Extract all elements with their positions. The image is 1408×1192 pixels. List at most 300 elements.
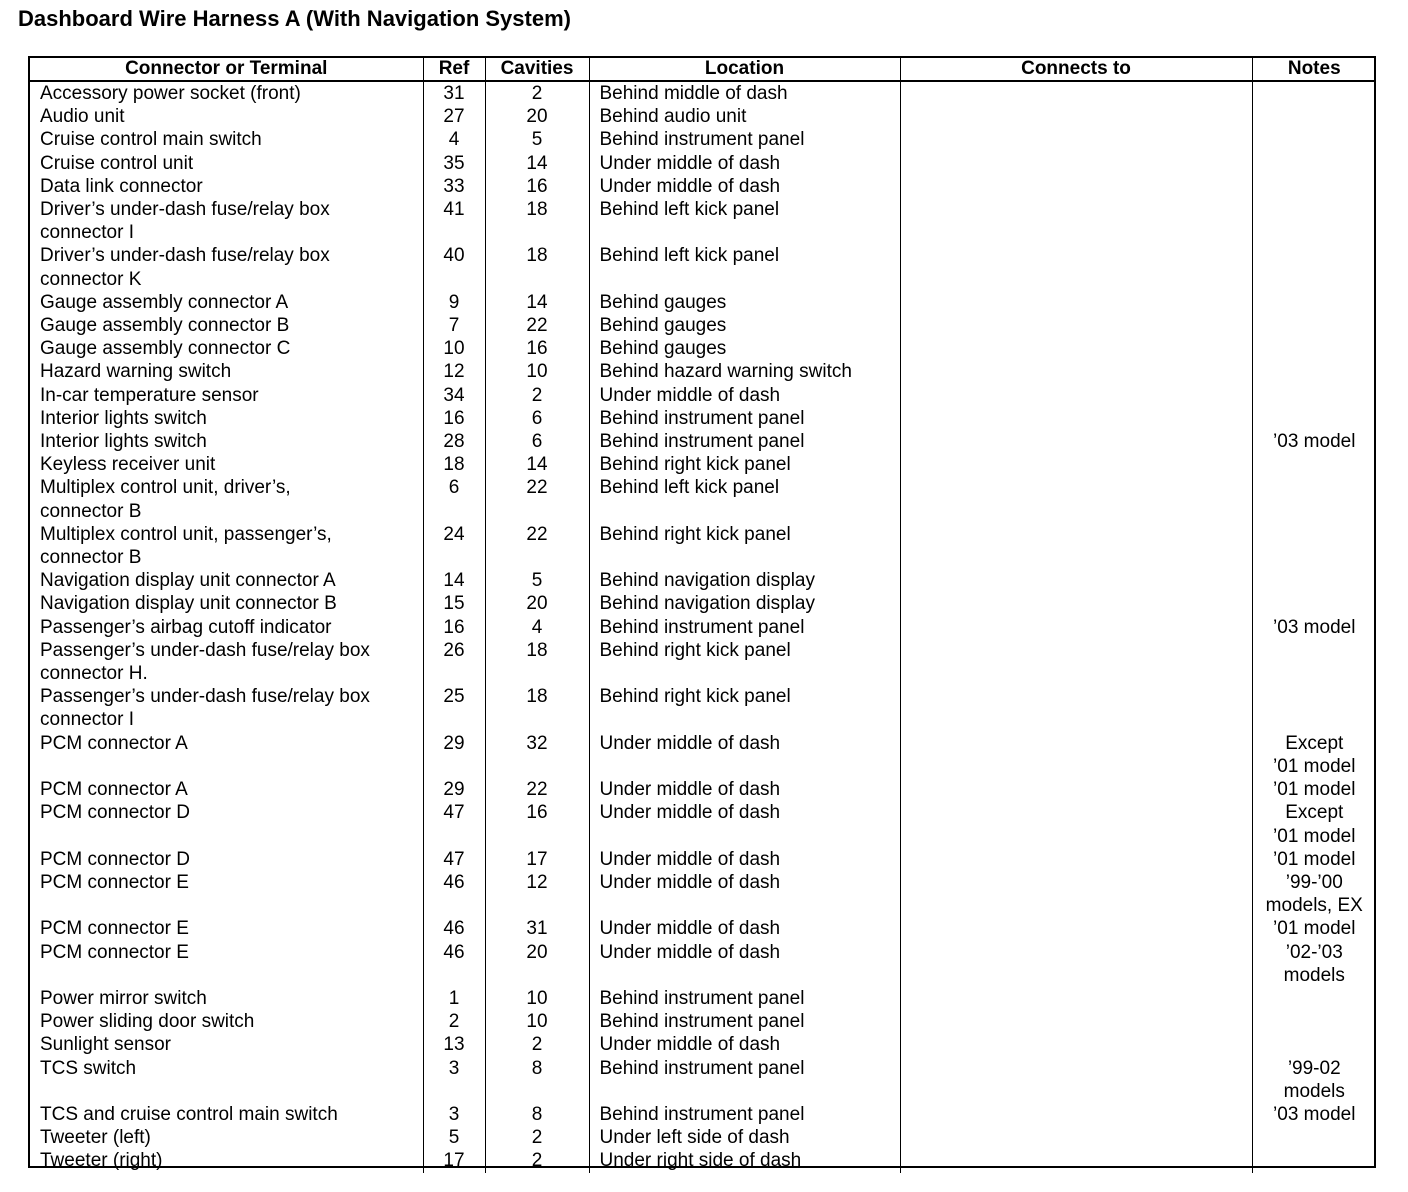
- notes-cell: [1252, 941, 1376, 987]
- connector-name-line: Multiplex control unit, passenger’s,: [40, 523, 332, 545]
- cavities-cell: 18: [485, 639, 589, 685]
- connects-to-cell: [900, 244, 1252, 290]
- location-cell: Behind left kick panel: [589, 476, 900, 522]
- connector-name-line: Passenger’s under-dash fuse/relay box: [40, 639, 370, 661]
- connector-name-cell: [30, 616, 423, 639]
- ref-cell: 27: [423, 105, 485, 128]
- connects-to-cell: [900, 848, 1252, 871]
- connector-name-line: Gauge assembly connector A: [40, 291, 289, 313]
- note-line: ’01 model: [1273, 848, 1356, 870]
- ref-cell: 3: [423, 1057, 485, 1103]
- connects-to-cell: [900, 314, 1252, 337]
- cavities-cell: 2: [485, 81, 589, 105]
- cavities-cell: 14: [485, 152, 589, 175]
- connects-to-cell: [900, 407, 1252, 430]
- ref-cell: 12: [423, 360, 485, 383]
- table-row: [30, 569, 1376, 592]
- connector-name-cell: [30, 848, 423, 871]
- location-cell: Under middle of dash: [589, 941, 900, 987]
- connector-name-line: Multiplex control unit, driver’s,: [40, 477, 291, 499]
- table-row: [30, 801, 1376, 847]
- connector-name-line: Hazard warning switch: [40, 361, 232, 383]
- cavities-cell: 16: [485, 801, 589, 847]
- location-cell: Under middle of dash: [589, 801, 900, 847]
- note-line: ’99-’00: [1285, 871, 1343, 893]
- ref-cell: 1: [423, 987, 485, 1010]
- header-location: Location: [589, 58, 900, 81]
- ref-cell: 24: [423, 523, 485, 569]
- connector-name-line: connector I: [40, 709, 134, 731]
- table-row: [30, 198, 1376, 244]
- connector-name-cell: [30, 639, 423, 685]
- ref-cell: 14: [423, 569, 485, 592]
- notes-cell: [1252, 801, 1376, 847]
- location-cell: Behind left kick panel: [589, 198, 900, 244]
- location-cell: Behind gauges: [589, 291, 900, 314]
- table-row: [30, 1057, 1376, 1103]
- connector-name-cell: [30, 1057, 423, 1103]
- connector-name-line: PCM connector E: [40, 871, 189, 893]
- ref-cell: 13: [423, 1033, 485, 1056]
- ref-cell: 33: [423, 175, 485, 198]
- connector-name-cell: [30, 592, 423, 615]
- note-line: models, EX: [1265, 895, 1363, 917]
- notes-cell: [1252, 175, 1376, 198]
- note-line: ’01 model: [1273, 918, 1356, 940]
- table-row: [30, 337, 1376, 360]
- connects-to-cell: [900, 430, 1252, 453]
- ref-cell: 47: [423, 848, 485, 871]
- connects-to-cell: [900, 291, 1252, 314]
- table-row: [30, 453, 1376, 476]
- ref-cell: 9: [423, 291, 485, 314]
- connects-to-cell: [900, 801, 1252, 847]
- location-cell: Behind navigation display: [589, 592, 900, 615]
- page-title: Dashboard Wire Harness A (With Navigation System): [18, 6, 571, 31]
- notes-cell: [1252, 871, 1376, 917]
- note-line: ’01 model: [1273, 755, 1356, 777]
- cavities-cell: 22: [485, 523, 589, 569]
- cavities-cell: 4: [485, 616, 589, 639]
- connector-name-line: Keyless receiver unit: [40, 454, 216, 476]
- ref-cell: 4: [423, 128, 485, 151]
- ref-cell: 34: [423, 384, 485, 407]
- cavities-cell: 10: [485, 1010, 589, 1033]
- ref-cell: 31: [423, 81, 485, 105]
- location-cell: Behind right kick panel: [589, 639, 900, 685]
- table-row: [30, 384, 1376, 407]
- cavities-cell: 31: [485, 917, 589, 940]
- location-cell: Under middle of dash: [589, 871, 900, 917]
- note-line: ’03 model: [1273, 1103, 1356, 1125]
- ref-cell: 29: [423, 778, 485, 801]
- connector-name-line: Passenger’s under-dash fuse/relay box: [40, 686, 370, 708]
- cavities-cell: 22: [485, 778, 589, 801]
- ref-cell: 15: [423, 592, 485, 615]
- notes-cell: [1252, 244, 1376, 290]
- connector-name-line: Sunlight sensor: [40, 1034, 171, 1056]
- ref-cell: 46: [423, 871, 485, 917]
- table-row: [30, 407, 1376, 430]
- connects-to-cell: [900, 105, 1252, 128]
- ref-cell: 16: [423, 407, 485, 430]
- connects-to-cell: [900, 1033, 1252, 1056]
- connector-name-line: Power mirror switch: [40, 987, 207, 1009]
- ref-cell: 16: [423, 616, 485, 639]
- connector-name-line: Audio unit: [40, 106, 125, 128]
- table-row: [30, 1103, 1376, 1126]
- connects-to-cell: [900, 1010, 1252, 1033]
- table-row: [30, 244, 1376, 290]
- cavities-cell: 20: [485, 105, 589, 128]
- ref-cell: 26: [423, 639, 485, 685]
- location-cell: Under middle of dash: [589, 175, 900, 198]
- ref-cell: 25: [423, 685, 485, 731]
- notes-cell: [1252, 476, 1376, 522]
- connector-name-cell: [30, 569, 423, 592]
- cavities-cell: 14: [485, 453, 589, 476]
- location-cell: Under middle of dash: [589, 384, 900, 407]
- connector-name-cell: [30, 453, 423, 476]
- notes-cell: [1252, 1126, 1376, 1149]
- note-line: ’02-’03: [1285, 941, 1343, 963]
- connects-to-cell: [900, 198, 1252, 244]
- table-row: [30, 291, 1376, 314]
- connector-name-cell: [30, 291, 423, 314]
- ref-cell: 7: [423, 314, 485, 337]
- notes-cell: [1252, 1149, 1376, 1172]
- cavities-cell: 16: [485, 175, 589, 198]
- notes-cell: [1252, 407, 1376, 430]
- table-row: [30, 639, 1376, 685]
- connector-table-frame: [28, 56, 1376, 1172]
- connector-name-line: In-car temperature sensor: [40, 384, 259, 406]
- connector-name-cell: [30, 175, 423, 198]
- connects-to-cell: [900, 1126, 1252, 1149]
- location-cell: Under middle of dash: [589, 732, 900, 778]
- table-row: [30, 848, 1376, 871]
- table-row: [30, 732, 1376, 778]
- notes-cell: [1252, 430, 1376, 453]
- connects-to-cell: [900, 384, 1252, 407]
- cavities-cell: 8: [485, 1103, 589, 1126]
- connects-to-cell: [900, 778, 1252, 801]
- cavities-cell: 18: [485, 685, 589, 731]
- notes-cell: [1252, 616, 1376, 639]
- connector-name-cell: [30, 778, 423, 801]
- ref-cell: 10: [423, 337, 485, 360]
- connects-to-cell: [900, 337, 1252, 360]
- connects-to-cell: [900, 476, 1252, 522]
- cavities-cell: 2: [485, 1033, 589, 1056]
- connector-name-line: Cruise control main switch: [40, 129, 262, 151]
- connector-name-line: connector I: [40, 222, 134, 244]
- cavities-cell: 10: [485, 987, 589, 1010]
- location-cell: Behind instrument panel: [589, 1057, 900, 1103]
- location-cell: Behind middle of dash: [589, 81, 900, 105]
- cavities-cell: 16: [485, 337, 589, 360]
- location-cell: Behind instrument panel: [589, 430, 900, 453]
- ref-cell: 35: [423, 152, 485, 175]
- connects-to-cell: [900, 453, 1252, 476]
- connector-name-line: connector B: [40, 547, 142, 569]
- connector-name-line: TCS switch: [40, 1057, 137, 1079]
- location-cell: Behind instrument panel: [589, 128, 900, 151]
- connects-to-cell: [900, 81, 1252, 105]
- ref-cell: 17: [423, 1149, 485, 1172]
- table-row: [30, 314, 1376, 337]
- notes-cell: [1252, 152, 1376, 175]
- cavities-cell: 5: [485, 128, 589, 151]
- connector-name-cell: [30, 732, 423, 778]
- notes-cell: [1252, 1033, 1376, 1056]
- connector-name-cell: [30, 384, 423, 407]
- location-cell: Behind navigation display: [589, 569, 900, 592]
- header-connector: Connector or Terminal: [30, 58, 423, 81]
- notes-cell: [1252, 337, 1376, 360]
- location-cell: Behind instrument panel: [589, 1010, 900, 1033]
- cavities-cell: 2: [485, 384, 589, 407]
- connects-to-cell: [900, 128, 1252, 151]
- location-cell: Behind right kick panel: [589, 685, 900, 731]
- connector-name-cell: [30, 198, 423, 244]
- notes-cell: [1252, 198, 1376, 244]
- connector-name-line: PCM connector E: [40, 941, 189, 963]
- connects-to-cell: [900, 152, 1252, 175]
- table-row: [30, 360, 1376, 383]
- notes-cell: [1252, 360, 1376, 383]
- notes-cell: [1252, 128, 1376, 151]
- cavities-cell: 17: [485, 848, 589, 871]
- connector-name-cell: [30, 337, 423, 360]
- location-cell: Behind instrument panel: [589, 987, 900, 1010]
- table-body: [30, 81, 1376, 1173]
- connector-name-line: Interior lights switch: [40, 407, 207, 429]
- table-row: [30, 523, 1376, 569]
- table-row: [30, 941, 1376, 987]
- notes-cell: [1252, 987, 1376, 1010]
- ref-cell: 46: [423, 941, 485, 987]
- table-row: [30, 152, 1376, 175]
- notes-cell: [1252, 523, 1376, 569]
- connector-name-cell: [30, 360, 423, 383]
- notes-cell: [1252, 592, 1376, 615]
- header-cavities: Cavities: [485, 58, 589, 81]
- connector-name-cell: [30, 523, 423, 569]
- ref-cell: 2: [423, 1010, 485, 1033]
- table-row: [30, 81, 1376, 105]
- ref-cell: 6: [423, 476, 485, 522]
- connector-name-line: Interior lights switch: [40, 431, 207, 453]
- cavities-cell: 5: [485, 569, 589, 592]
- connector-name-cell: [30, 917, 423, 940]
- header-ref: Ref: [423, 58, 485, 81]
- ref-cell: 29: [423, 732, 485, 778]
- connects-to-cell: [900, 616, 1252, 639]
- notes-cell: [1252, 314, 1376, 337]
- notes-cell: [1252, 639, 1376, 685]
- ref-cell: 46: [423, 917, 485, 940]
- note-line: ’99-02: [1287, 1057, 1341, 1079]
- connector-name-line: Navigation display unit connector B: [40, 593, 337, 615]
- connects-to-cell: [900, 987, 1252, 1010]
- table-row: [30, 128, 1376, 151]
- connector-name-line: Navigation display unit connector A: [40, 570, 336, 592]
- connector-name-line: Driver’s under-dash fuse/relay box: [40, 245, 330, 267]
- table-row: [30, 1126, 1376, 1149]
- connector-name-line: Accessory power socket (front): [40, 83, 301, 104]
- connector-name-line: connector H.: [40, 663, 148, 685]
- location-cell: Behind instrument panel: [589, 407, 900, 430]
- connects-to-cell: [900, 917, 1252, 940]
- connector-name-line: connector B: [40, 500, 142, 522]
- notes-cell: [1252, 81, 1376, 105]
- connector-name-cell: [30, 1149, 423, 1172]
- connector-name-line: Data link connector: [40, 175, 203, 197]
- connector-name-line: Gauge assembly connector B: [40, 315, 290, 337]
- location-cell: Behind left kick panel: [589, 244, 900, 290]
- notes-cell: [1252, 1057, 1376, 1103]
- connector-name-cell: [30, 1126, 423, 1149]
- table-row: [30, 476, 1376, 522]
- cavities-cell: 14: [485, 291, 589, 314]
- location-cell: Under left side of dash: [589, 1126, 900, 1149]
- connector-name-line: Driver’s under-dash fuse/relay box: [40, 199, 330, 221]
- cavities-cell: 6: [485, 407, 589, 430]
- notes-cell: [1252, 917, 1376, 940]
- location-cell: Behind instrument panel: [589, 1103, 900, 1126]
- connector-name-line: Tweeter (left): [40, 1127, 151, 1149]
- header-connects-to: Connects to: [900, 58, 1252, 81]
- connector-name-line: connector K: [40, 268, 142, 290]
- location-cell: Behind right kick panel: [589, 523, 900, 569]
- connector-name-cell: [30, 105, 423, 128]
- note-line: ’03 model: [1273, 431, 1356, 453]
- connector-name-cell: [30, 941, 423, 987]
- cavities-cell: 2: [485, 1149, 589, 1172]
- connects-to-cell: [900, 1149, 1252, 1172]
- table-row: [30, 105, 1376, 128]
- connects-to-cell: [900, 732, 1252, 778]
- table-row: [30, 430, 1376, 453]
- table-row: [30, 1010, 1376, 1033]
- notes-cell: [1252, 778, 1376, 801]
- location-cell: Under middle of dash: [589, 152, 900, 175]
- connector-name-line: TCS and cruise control main switch: [40, 1103, 338, 1125]
- cavities-cell: 18: [485, 198, 589, 244]
- notes-cell: [1252, 384, 1376, 407]
- connects-to-cell: [900, 685, 1252, 731]
- cavities-cell: 20: [485, 592, 589, 615]
- connector-name-line: Gauge assembly connector C: [40, 338, 291, 360]
- note-line: ’01 model: [1273, 779, 1356, 801]
- ref-cell: 47: [423, 801, 485, 847]
- location-cell: Under middle of dash: [589, 848, 900, 871]
- location-cell: Behind gauges: [589, 337, 900, 360]
- table-row: [30, 987, 1376, 1010]
- cavities-cell: 18: [485, 244, 589, 290]
- connector-name-cell: [30, 81, 423, 105]
- connects-to-cell: [900, 175, 1252, 198]
- connector-name-cell: [30, 1103, 423, 1126]
- connects-to-cell: [900, 1103, 1252, 1126]
- notes-cell: [1252, 453, 1376, 476]
- cavities-cell: 22: [485, 314, 589, 337]
- notes-cell: [1252, 685, 1376, 731]
- connector-name-line: PCM connector E: [40, 918, 189, 940]
- connects-to-cell: [900, 569, 1252, 592]
- table-row: [30, 685, 1376, 731]
- connector-name-line: PCM connector D: [40, 848, 190, 870]
- connector-name-line: Tweeter (right): [40, 1150, 163, 1172]
- connector-name-cell: [30, 244, 423, 290]
- connector-name-line: Power sliding door switch: [40, 1011, 255, 1033]
- ref-cell: 18: [423, 453, 485, 476]
- notes-cell: [1252, 569, 1376, 592]
- ref-cell: 3: [423, 1103, 485, 1126]
- notes-cell: [1252, 1010, 1376, 1033]
- location-cell: Under middle of dash: [589, 917, 900, 940]
- note-line: Except: [1285, 802, 1344, 824]
- cavities-cell: 20: [485, 941, 589, 987]
- notes-cell: [1252, 848, 1376, 871]
- table-row: [30, 616, 1376, 639]
- note-line: models: [1283, 964, 1345, 986]
- connects-to-cell: [900, 360, 1252, 383]
- location-cell: Behind instrument panel: [589, 616, 900, 639]
- location-cell: Behind gauges: [589, 314, 900, 337]
- location-cell: Under middle of dash: [589, 778, 900, 801]
- connector-name-cell: [30, 1033, 423, 1056]
- connector-name-line: PCM connector D: [40, 802, 190, 824]
- connector-name-cell: [30, 1010, 423, 1033]
- cavities-cell: 12: [485, 871, 589, 917]
- table-row: [30, 1149, 1376, 1172]
- connector-name-line: PCM connector A: [40, 779, 188, 801]
- connects-to-cell: [900, 639, 1252, 685]
- header-notes: Notes: [1252, 58, 1376, 81]
- connector-name-cell: [30, 128, 423, 151]
- connector-name-cell: [30, 801, 423, 847]
- location-cell: Under right side of dash: [589, 1149, 900, 1172]
- cavities-cell: 10: [485, 360, 589, 383]
- note-line: ’01 model: [1273, 825, 1356, 847]
- table-row: [30, 592, 1376, 615]
- connector-name-cell: [30, 871, 423, 917]
- notes-cell: [1252, 291, 1376, 314]
- notes-cell: [1252, 105, 1376, 128]
- table-row: [30, 175, 1376, 198]
- note-line: Except: [1285, 732, 1344, 754]
- connector-name-cell: [30, 685, 423, 731]
- connects-to-cell: [900, 592, 1252, 615]
- table-row: [30, 778, 1376, 801]
- table-row: [30, 917, 1376, 940]
- cavities-cell: 6: [485, 430, 589, 453]
- note-line: ’03 model: [1273, 616, 1356, 638]
- location-cell: Behind right kick panel: [589, 453, 900, 476]
- table-row: [30, 871, 1376, 917]
- location-cell: Behind hazard warning switch: [589, 360, 900, 383]
- connector-name-line: Cruise control unit: [40, 152, 194, 174]
- notes-cell: [1252, 732, 1376, 778]
- connector-name-cell: [30, 152, 423, 175]
- cavities-cell: 32: [485, 732, 589, 778]
- connects-to-cell: [900, 523, 1252, 569]
- connects-to-cell: [900, 941, 1252, 987]
- ref-cell: 40: [423, 244, 485, 290]
- ref-cell: 28: [423, 430, 485, 453]
